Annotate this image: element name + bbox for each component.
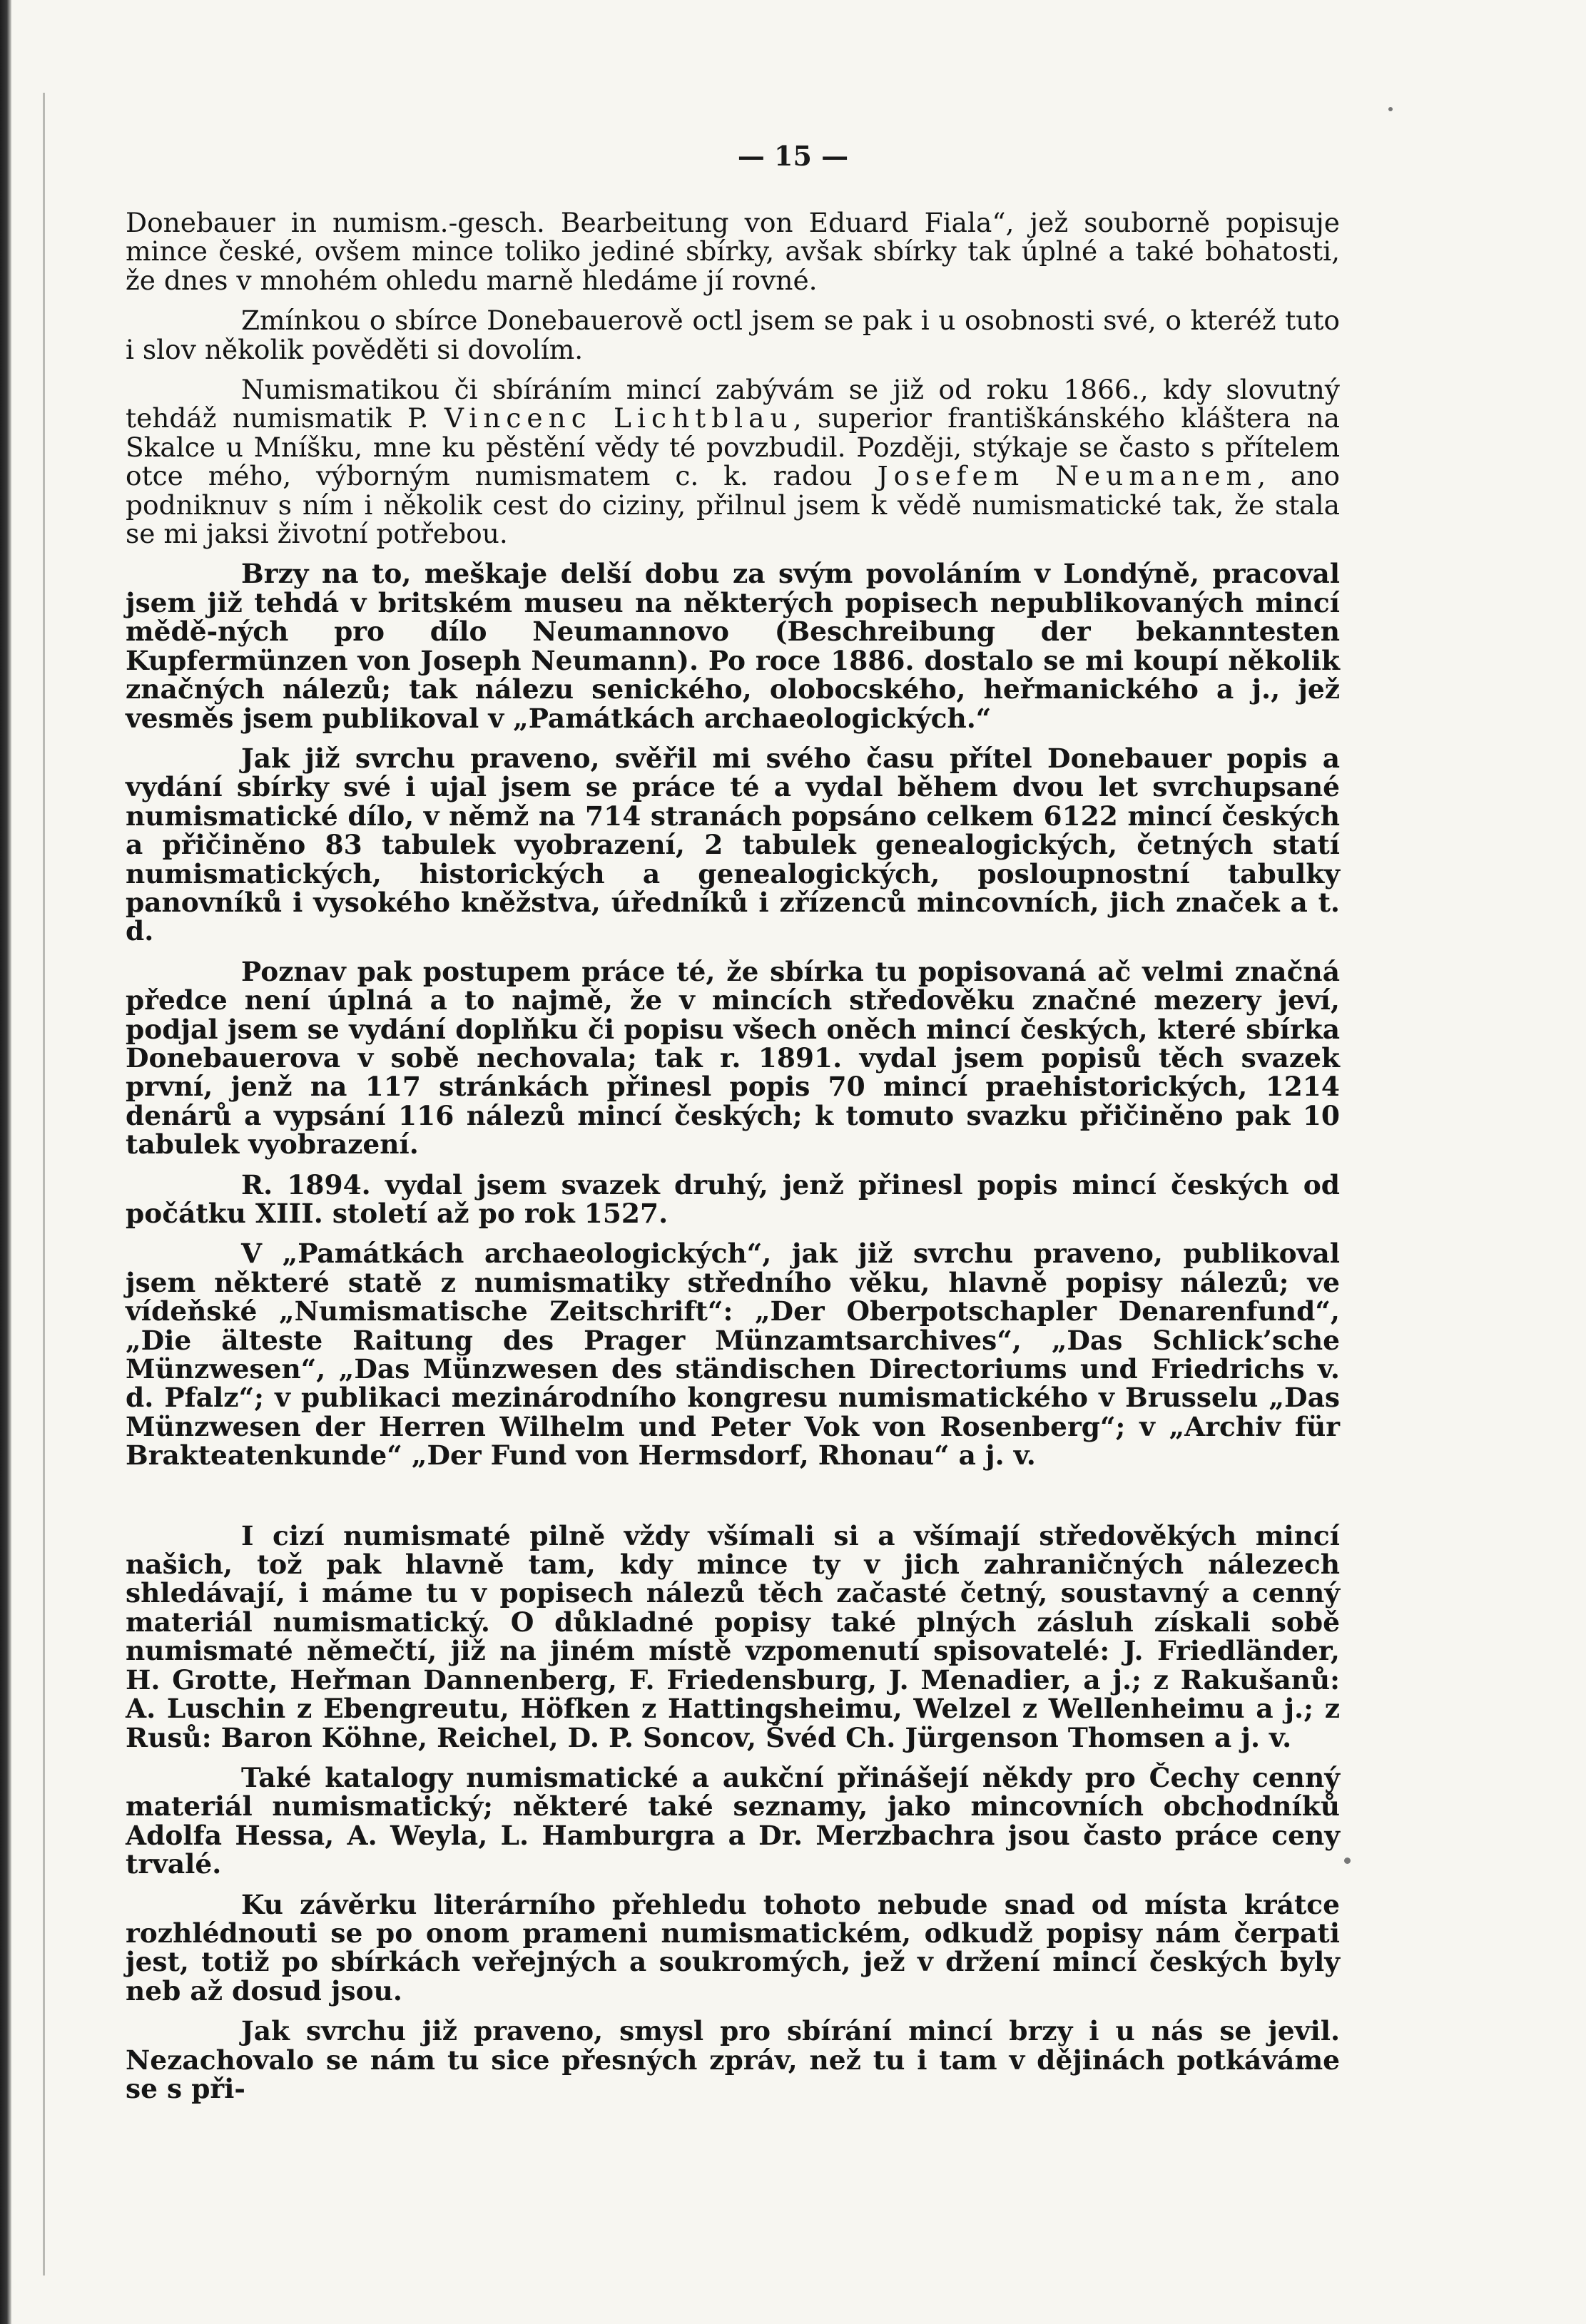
paragraph-10: Také katalogy numismatické a aukční přinášejí někdy pro Čechy cenný materiál numismatický; některé také seznamy, jako mincovních obchodníků Adolfa Hessa, A. Weyla, L. Hamburgra a Dr. Merzbachra jsou často práce ceny trvalé. <box>126 1761 1340 1880</box>
paragraph-3-text-b: , superior františkánského kláštera na Skalce u Mníšku, mne ku pěstění vědy té povzbudil. Později, stýkaje se často s přítelem otce mého, výborným numismatem c. k. radou <box>126 402 1340 492</box>
paragraph-6: Poznav pak postupem práce té, že sbírka tu popisovaná ač velmi značná předce není úplná a to najmě, že v mincích středověku značné mezery jeví, podjal jsem se vydání doplňku či popisu všech oněch mincí českých, které sbírka Donebauerova v sobě nechovala; tak r. 1891. vydal jsem popisů těch svazek první, jenž na 117 stránkách přinesl popis 70 mincí praehistorických, 1214 denárů a vypsání 116 nálezů mincí českých; k tomuto svazku přičiněno pak 10 tabulek vyobrazení. <box>126 955 1340 1161</box>
spine-shadow <box>43 93 45 2275</box>
paragraph-3-text-a: Numismatikou či sbíráním mincí zabývám se již od roku 1866., kdy slovutný tehdáž numismatik P. <box>126 374 1340 434</box>
person-name-lichtblau: Vincenc Lichtblau <box>444 402 793 434</box>
paragraph-2: Zmínkou o sbírce Donebauerově octl jsem se pak i u osobnosti své, o kteréž tuto i slov několik pověděti si dovolím. <box>126 305 1340 365</box>
paragraph-8: V „Památkách archaeologických“, jak již svrchu praveno, publikoval jsem některé statě z numismatiky středního věku, hlavně popisy nálezů; ve vídeňské „Numismatische Zeitschrift“: „Der Oberpotschapler Denarenfund“, „Die älteste Raitung des Prager Münzamtsarchives“, „Das Schlick’sche Münzwesen“, „Das Münzwesen des ständischen Directoriums und Friedrichs v. d. Pfalz“; v publikaci mezinárodního kongresu numismatického v Brusselu „Das Münzwesen der Herren Wilhelm und Peter Vok von Rosenberg“; v „Archiv für Brakteatenkunde“ „Der Fund von Hermsdorf, Rhonau“ a j. v. <box>126 1238 1340 1472</box>
body-text <box>126 208 1340 2114</box>
paragraph-7: R. 1894. vydal jsem svazek druhý, jenž přinesl popis mincí českých od počátku XIII. století až po rok 1527. <box>126 1168 1340 1229</box>
paragraph-1: Donebauer in numism.-gesch. Bearbeitung von Eduard Fiala“, jež souborně popisuje mince české, ovšem mince toliko jediné sbírky, avšak sbírky tak úplné a také bohatosti, že dnes v mnohém ohledu marně hledáme jí rovné. <box>126 207 1340 296</box>
paragraph-12: Jak svrchu již praveno, smysl pro sbírání mincí brzy i u nás se jevil. Nezachovalo se nám tu sice přesných zpráv, než tu i tam v dějinách potkáváme se s při- <box>126 2015 1340 2104</box>
paragraph-3-text-c: , ano podniknuv s ním i několik cest do ciziny, přilnul jsem k vědě numismatické tak, že stala se mi jaksi životní potřebou. <box>126 460 1340 550</box>
scan-speck <box>1344 1857 1351 1864</box>
paragraph-3 <box>126 375 1340 548</box>
person-name-neuman: Josefem Neumanem <box>877 460 1258 492</box>
paragraph-5: Jak již svrchu praveno, svěřil mi svého času přítel Donebauer popis a vydání sbírky své i ujal jsem se práce té a vydal během dvou let svrchupsané numismatické dílo, v němž na 714 stranách popsáno celkem 6122 mincí českých a přičiněno 83 tabulek vyobrazení, 2 tabulek genealogických, četných statí numismatických, historických a genealogických, posloupnostní tabulky panovníků i vysokého kněžstva, úředníků i zřízenců mincovních, jich značek a t. d. <box>126 742 1340 947</box>
paragraph-11: Ku závěrku literárního přehledu tohoto nebude snad od místa krátce rozhlédnouti se po onom prameni numismatickém, odkudž popisy nám čerpati jest, totiž po sbírkách veřejných a soukromých, jež v držení mincí českých byly neb až dosud jsou. <box>126 1888 1340 2007</box>
binding-edge <box>0 0 11 2324</box>
page-number: — 15 — <box>737 140 849 172</box>
paragraph-9: I cizí numismaté pilně vždy všímali si a všímají středověkých mincí našich, tož pak hlavně tam, kdy mince ty v jich zahraničných nálezech shledávají, i máme tu v popisech nálezů těch začasté četný, soustavný a cenný materiál numismatický. O důkladné popisy také plných zásluh získali sobě numismaté němečtí, již na jiném místě vzpomenutí spisovatelé: J. Friedländer, H. Grotte, Heřman Dannenberg, F. Friedensburg, J. Menadier, a j.; z Rakušanů: A. Luschin z Ebengreutu, Höfken z Hattingsheimu, Welzel z Wellenheimu a j.; z Rusů: Baron Köhne, Reichel, D. P. Soncov, Švéd Ch. Jürgenson Thomsen a j. v. <box>126 1519 1340 1753</box>
scan-speck <box>1388 107 1393 111</box>
paragraph-4: Brzy na to, meškaje delší dobu za svým povoláním v Londýně, pracoval jsem již tehdá v britském museu na některých popisech nepublikovaných mincí mědě-ných pro dílo Neumannovo (Beschreibung der bekanntesten Kupfermünzen von Joseph Neumann). Po roce 1886. dostalo se mi koupí několik značných nálezů; tak nálezu senického, olobocského, heřmanického a j., jež vesměs jsem publikoval v „Památkách archaeologických.“ <box>126 558 1340 734</box>
